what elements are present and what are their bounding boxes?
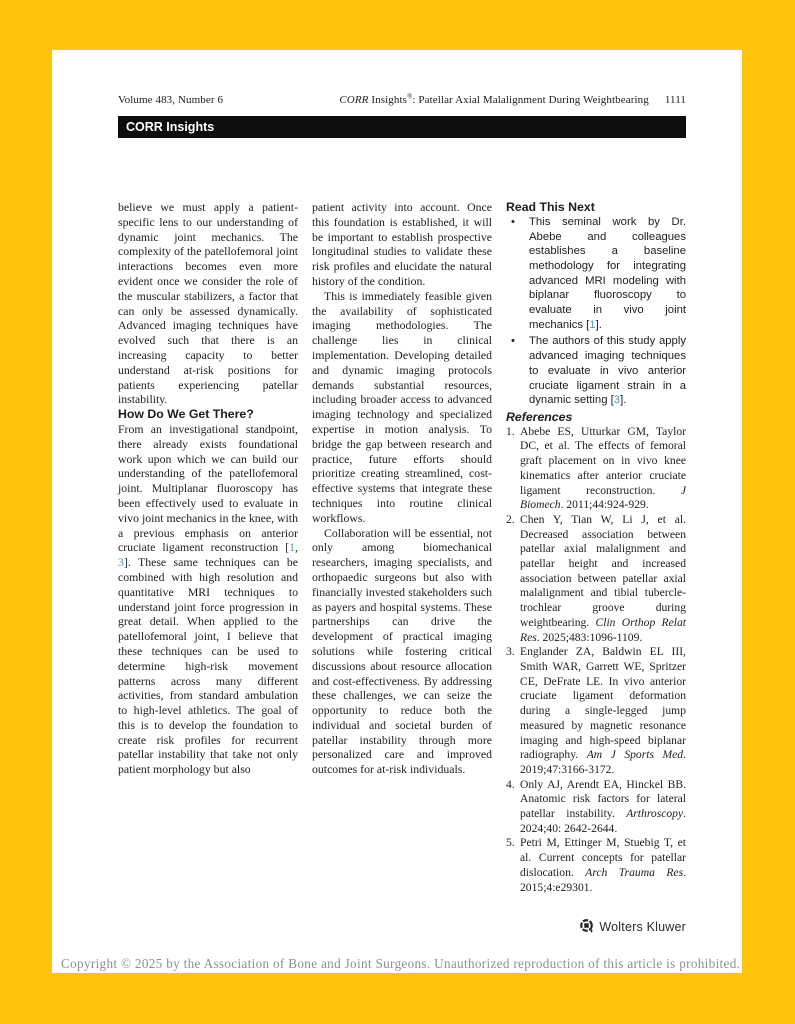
- bullet-icon: •: [511, 335, 515, 348]
- volume-number-text: Volume 483, Number 6: [118, 94, 224, 106]
- paragraph-text: ]. These same techniques can be combined with high resolution and quantitative MRI techniques to understand joint force progression in great detail. When applied to the patellofemoral joint, I believe that these techniques can be used to determine high-risk movement patterns across many different activities, from standard ambulation to high-level athletics. The goal of this is to develop the foundation to create risk profiles for recurrent patellar instability that take not only patient morphology but also: [118, 555, 298, 777]
- wolters-kluwer-logo: [486, 918, 686, 936]
- journal-abbrev: Clin Orthop Relat Res: [520, 615, 686, 644]
- reference-authors-title: Only AJ, Arendt EA, Hinckel BB. Anatomic risk factors for lateral patellar instability.: [520, 777, 686, 821]
- reference-number: 3.: [506, 645, 515, 659]
- registered-trademark: ®: [407, 92, 413, 101]
- read-next-item: [506, 215, 686, 333]
- reference-citation-details: . 2025;483:1096-1109.: [536, 630, 643, 644]
- item-text: The authors of this study apply advanced imaging techniques to evaluate in vivo anterior cruciate ligament strain in a dynamic setting [: [529, 335, 686, 407]
- corr-insights-banner: [118, 116, 686, 138]
- body-paragraph: Collaboration will be essential, not only among biomechanical researchers, imaging specialists, and orthopaedic surgeons but also with financially invested stakeholders such as payers and hospital systems. These partnerships can drive the development of practical imaging solutions while fostering critical discussions about resource allocation and cost-effectiveness. By addressing these challenges, we can seize the opportunity to reduce both the individual and societal burden of patellar instability through more personalized care and improved outcomes for at-risk individuals.: [312, 525, 492, 777]
- reference-item: [506, 513, 686, 645]
- reference-number: 5.: [506, 836, 515, 850]
- reference-item: [506, 836, 686, 895]
- article-body: [118, 200, 686, 895]
- journal-abbrev: Arch Trauma Res: [585, 865, 684, 879]
- reference-authors-title: Abebe ES, Utturkar GM, Taylor DC, et al. The effects of femoral graft placement on in vivo knee kinematics after anterior cruciate ligament reconstruction.: [520, 424, 686, 497]
- reference-citation-details: . 2024;40: 2642-2644.: [520, 807, 686, 835]
- wolters-kluwer-text: Wolters Kluwer: [599, 920, 686, 934]
- reference-authors-title: Englander ZA, Baldwin EL III, Smith WAR, Garrett WE, Spritzer CE, DeFrate LE. In vivo anterior cruciate ligament deformation during a single-legged jump measured by magnetic resonance imaging and high-speed biplanar radiography.: [520, 645, 686, 762]
- column-2: [312, 200, 492, 895]
- reference-authors-title: Petri M, Ettinger M, Stuebig T, et al. Current concepts for patellar dislocation.: [520, 836, 686, 879]
- citation-link-1[interactable]: 1: [289, 540, 296, 555]
- read-next-item: [506, 334, 686, 408]
- reference-authors-title: Chen Y, Tian W, Li J, et al. Decreased association between patellar axial malalignment and patellar height and increased association between patellar axial malalignment and tibial tubercle-trochlear groove during weightbearing.: [520, 512, 686, 629]
- read-next-text: [529, 334, 686, 408]
- page-number: 1111: [664, 94, 686, 106]
- citation-link-3[interactable]: 3: [613, 394, 621, 407]
- column-3: [506, 200, 686, 895]
- column-1: [118, 200, 298, 895]
- article-page: [52, 50, 742, 973]
- body-paragraph: [118, 422, 298, 777]
- citation-link-1[interactable]: 1: [589, 318, 596, 331]
- reference-citation-details: . 2015;4:e29301.: [520, 865, 686, 894]
- running-title: [339, 94, 648, 106]
- citation-link-3[interactable]: 3: [118, 555, 124, 570]
- reference-item: [506, 645, 686, 777]
- reference-item: [506, 425, 686, 513]
- citation-separator: ,: [295, 540, 298, 555]
- body-paragraph: This is immediately feasible given the availability of sophisticated imaging methodologies. The challenge lies in clinical implementation. Developing detailed and dynamic imaging protocols demands substantial resources, including broader access to advanced imaging technology and specialized expertise in motion analysis. To bridge the gap between research and practice, future efforts should prioritize creating streamlined, cost-effective systems that integrate these techniques into routine clinical workflows.: [312, 288, 492, 525]
- reference-citation-details: . 2011;44:924-929.: [560, 498, 649, 512]
- item-text: This seminal work by Dr. Abebe and colleagues establishes a baseline methodology for integrating advanced MRI modeling with biplanar fluoroscopy to evaluate in vivo joint mechanics [: [529, 215, 686, 331]
- journal-name-rest: Insights: [368, 94, 407, 106]
- reference-citation-details: . 2019;47:3166-3172.: [520, 748, 686, 776]
- journal-name-italic: CORR: [339, 94, 369, 106]
- read-next-text: [529, 215, 686, 333]
- read-this-next-heading: Read This Next: [506, 200, 595, 214]
- journal-abbrev: Am J Sports Med: [586, 748, 684, 762]
- item-text: ].: [620, 394, 627, 407]
- journal-abbrev: J Biomech: [520, 483, 686, 512]
- references-heading: References: [506, 409, 573, 424]
- section-heading: How Do We Get There?: [118, 407, 254, 422]
- journal-abbrev: Arthroscopy: [626, 807, 684, 821]
- running-head: [118, 94, 686, 106]
- article-title-text: : Patellar Axial Malalignment During Weightbearing: [412, 94, 649, 106]
- wolters-kluwer-mark-icon: [579, 918, 594, 936]
- reference-text: [520, 645, 686, 777]
- reference-item: [506, 778, 686, 837]
- body-paragraph: believe we must apply a patient-specific lens to our understanding of dynamic joint mechanics. The complexity of the patellofemoral joint interactions becomes even more evident once we consider the role of the muscular stabilizers, a factor that can only be assessed dynamically. Advanced imaging techniques have evolved such that there is an increasing capacity to better understand at-risk positions for patients experiencing patellar instability.: [118, 200, 298, 407]
- reference-number: 4.: [506, 777, 515, 791]
- reference-text: [520, 836, 686, 895]
- copyright-line: Copyright © 2025 by the Association of Bone and Joint Surgeons. Unauthorized reproduction of this article is prohibited.: [61, 956, 741, 971]
- reference-text: [520, 778, 686, 837]
- item-text: ].: [595, 318, 602, 331]
- paragraph-text: From an investigational standpoint, there already exists foundational work upon which we can build our understanding of the patellofemoral joint. Multiplanar fluoroscopy has been effectively used to evaluate in vivo joint mechanics in the knee, with a previous emphasis on anterior cruciate ligament reconstruction [: [118, 421, 298, 555]
- reference-number: 2.: [506, 512, 515, 526]
- reference-text: [520, 513, 686, 645]
- reference-number: 1.: [506, 424, 515, 438]
- banner-label: CORR Insights: [126, 120, 215, 134]
- reference-text: [520, 425, 686, 513]
- bullet-icon: •: [511, 215, 515, 228]
- body-paragraph: patient activity into account. Once this foundation is established, it will be important to establish prospective longitudinal studies to validate these risk profiles and elucidate the natural history of the condition.: [312, 200, 492, 288]
